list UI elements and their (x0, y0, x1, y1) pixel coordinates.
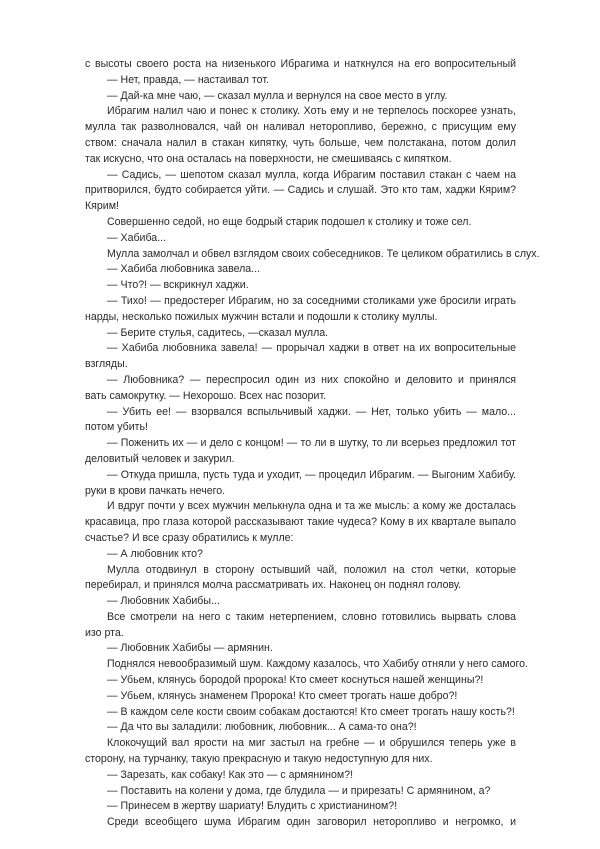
text-line: — Хабиба любовника завела... (107, 263, 261, 276)
text-line: — В каждом селе кости своим собакам достаются! Кто смеет трогать нашу кость?! (107, 705, 515, 718)
text-line: — Что?! — вскрикнул хаджи. (107, 279, 249, 292)
text-line: счастье? И все сразу обратились к мулле: (85, 531, 294, 544)
text-line: красавица, про глаза которой рассказывают такие чудеса? Кому в их квартале выпало (85, 516, 516, 529)
text-line: — Откуда пришла, пусть туда и уходит, — процедил Ибрагим. — Выгоним Хабибу. (107, 468, 516, 481)
text-line: взгляды. (85, 358, 128, 371)
text-line: — Поставить на колени у дома, где блудила — и прирезать! С армянином, а? (107, 784, 491, 797)
text-line: Совершенно седой, но еще бодрый старик подошел к столику и тоже сел. (107, 215, 472, 228)
text-line: — Берите стулья, садитесь, —сказал мулла. (107, 326, 329, 339)
text-line: Среди всеобщего шума Ибрагим один заговорил неторопливо и негромко, и (107, 816, 516, 829)
text-line: притворился, будто собирается уйти. — Садись и слушай. Это кто там, хаджи Кярим? (85, 184, 516, 197)
text-line: сторону, на турчанку, такую прекрасную и такую недоступную для них. (85, 753, 433, 766)
text-line: Кярим! (85, 200, 119, 213)
text-line: — Хабиба... (107, 231, 167, 244)
document-page (85, 57, 540, 831)
text-line: — Тихо! — предостерег Ибрагим, но за соседними столиками уже бросили играть (107, 294, 516, 307)
text-line: перебирал, и принялся молча рассматривать их. Наконец он поднял голову. (85, 579, 462, 592)
text-line: Ибрагим налил чаю и понес к столику. Хоть ему и не терпелось поскорее узнать, (107, 105, 516, 118)
text-line: — Дай-ка мне чаю, — сказал мулла и вернулся на свое место в углу. (107, 89, 448, 102)
text-line: потом убить! (85, 421, 148, 434)
text-line: — Поженить их — и дело с концом! — то ли в шутку, то ли всерьез предложил тот (107, 437, 516, 450)
text-line: — Убить ее! — взорвался вспыльчивый хаджи. — Нет, только убить — мало... (107, 405, 516, 418)
text-line: Все смотрели на него с таким нетерпением, словно готовились вырвать слова (107, 610, 516, 623)
text-line: — Да что вы заладили: любовник, любовник... А сама-то она?! (107, 721, 417, 734)
text-line: мулла так разволновался, чай он наливал неторопливо, бережно, с присущим ему (85, 121, 516, 134)
text-line: изо рта. (85, 626, 124, 639)
text-line: — Зарезать, как собаку! Как это — с армянином?! (107, 768, 354, 781)
text-line: — Хабиба любовника завела! — прорычал хаджи в ответ на их вопросительные (107, 342, 516, 355)
text-line: руки в крови пачкать нечего. (85, 484, 226, 497)
text-line: с высоты своего роста на низенького Ибрагима и наткнулся на его вопросительный (85, 58, 516, 70)
text-line: нарды, несколько пожилых мужчин встали и подошли к столику муллы. (85, 310, 438, 323)
text-line: Поднялся невообразимый шум. Каждому казалось, что Хабибу отняли у него самого. (107, 658, 529, 671)
text-line: Клокочущий вал ярости на миг застыл на гребне — и обрушился теперь уже в (107, 737, 516, 750)
text-line: так искусно, что она осталась на поверхности, не смешиваясь с кипятком. (85, 152, 452, 165)
text-line: — Любовник Хабибы — армянин. (107, 642, 273, 655)
text-line: Мулла отодвинул в сторону остывший чай, положил на стол четки, которые (107, 563, 516, 576)
text-line: — Садись, — шепотом сказал мулла, когда Ибрагим поставил стакан с чаем на (107, 168, 516, 181)
text-line: — Любовник Хабибы... (107, 595, 220, 608)
text-line: — Нет, правда, — настаивал тот. (107, 73, 269, 86)
text-line: — Убьем, клянусь бородой пророка! Кто смеет коснуться нашей женщины?! (107, 674, 484, 687)
text-line: И вдруг почти у всех мужчин мелькнула одна и та же мысль: а кому же досталась (107, 500, 516, 513)
text-line: — Принесем в жертву шариату! Блудить с христианином?! (107, 800, 398, 813)
text-line: вать самокрутку. — Нехорошо. Всех нас позорит. (85, 389, 327, 402)
text-line: — А любовник кто? (107, 547, 203, 560)
text-line: деловитый человек и закурил. (85, 452, 235, 465)
text-line: — Убьем, клянусь знаменем Пророка! Кто смеет трогать наше добро?! (107, 689, 458, 702)
text-line: ством: сначала налил в стакан кипятку, чуть больше, чем полстакана, потом долил (85, 136, 516, 149)
text-line: Мулла замолчал и обвел взглядом своих собеседников. Те целиком обратились в слух. (107, 247, 540, 260)
text-line: — Любовника? — переспросил один из них спокойно и деловито и принялся (107, 373, 516, 386)
